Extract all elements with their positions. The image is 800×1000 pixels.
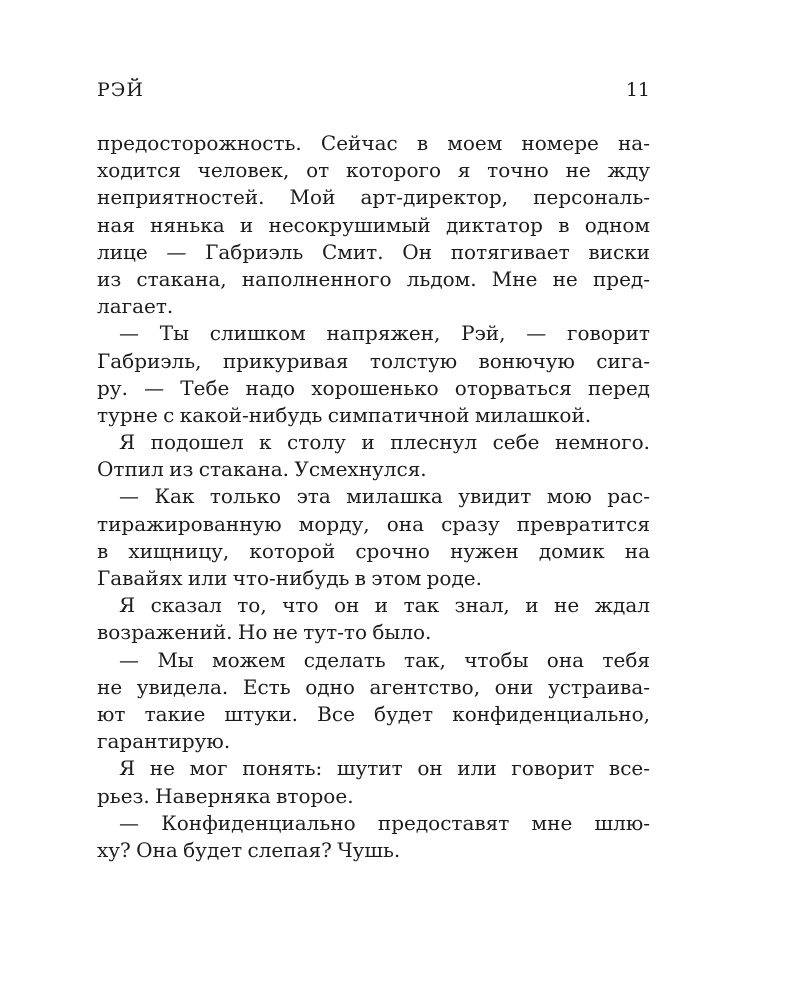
text-line: — Ты слишком напряжен, Рэй, — говорит <box>119 321 650 346</box>
text-line: лице — Габриэль Смит. Он потягивает виски <box>97 239 650 264</box>
text-line: рьез. Наверняка второе. <box>97 783 354 808</box>
text-line: предосторожность. Сейчас в моем номере на- <box>97 131 650 155</box>
text-line: в хищницу, которой срочно нужен домик на <box>97 538 650 563</box>
text-line: лагает. <box>97 294 174 319</box>
text-line: ют такие штуки. Все будет конфиденциально, <box>97 701 650 726</box>
text-line: Я сказал то, что он и так знал, и не ждал <box>119 593 650 618</box>
text-line: ная нянька и несокрушимый диктатор в одном <box>97 212 650 237</box>
running-head-title: РЭЙ <box>97 79 144 101</box>
text-line: — Как только эта милашка увидит мою рас- <box>119 484 650 509</box>
text-line: тиражированную морду, она сразу превратится <box>97 511 650 536</box>
text-line: Отпил из стакана. Усмехнулся. <box>97 457 427 482</box>
running-header <box>97 77 650 103</box>
text-line: ру. — Тебе надо хорошенько оторваться перед <box>97 375 650 400</box>
text-line: из стакана, наполненного льдом. Мне не пред- <box>97 266 650 291</box>
text-line: Я не мог понять: шутит он или говорит все- <box>119 756 650 781</box>
text-line: Габриэль, прикуривая толстую вонючую сига- <box>97 348 650 373</box>
page-number: 11 <box>625 79 650 101</box>
text-line: возражений. Но не тут-то было. <box>97 620 432 645</box>
text-line: ходится человек, от которого я точно не жду <box>97 158 650 183</box>
text-line: не увидела. Есть одно агентство, они устраива- <box>97 674 650 699</box>
text-line: неприятностей. Мой арт-директор, персональ- <box>97 185 650 210</box>
body-text <box>97 130 650 864</box>
text-line: Гавайях или что-нибудь в этом роде. <box>97 566 482 590</box>
text-line: ху? Она будет слепая? Чушь. <box>97 837 401 862</box>
text-line: гарантирую. <box>97 729 231 754</box>
text-line: — Мы можем сделать так, чтобы она тебя <box>119 647 650 672</box>
text-line: Я подошел к столу и плеснул себе немного. <box>119 430 650 455</box>
text-line: турне с какой-нибудь симпатичной милашкой. <box>97 402 592 427</box>
text-line: — Конфиденциально предоставят мне шлю- <box>119 810 650 835</box>
